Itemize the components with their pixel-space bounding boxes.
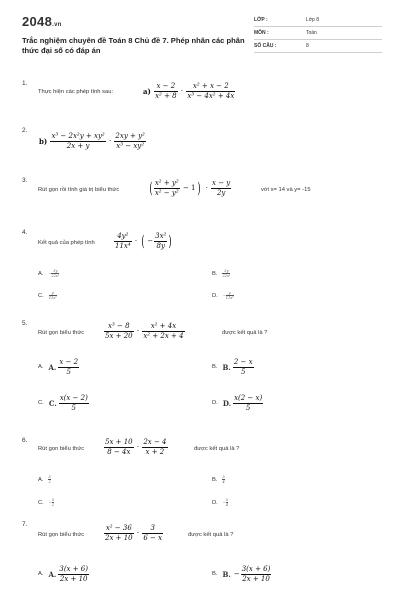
question-condition: với x= 14 và y= -15 bbox=[261, 187, 311, 193]
question-number: 5. bbox=[22, 320, 28, 327]
question-number: 7. bbox=[22, 521, 28, 528]
question-text: Rút gọn biểu thức bbox=[38, 330, 85, 336]
question-text: Rút gọn rồi tính giá trị biểu thức bbox=[38, 187, 120, 193]
meta-box bbox=[254, 14, 382, 53]
math-expression: a) $\frac{x - 2}{\text{x² + 8}}$ · $\frac{\text{x² + x − 2}}{\text{x³ − 4x² + 4x}}$ bbox=[143, 82, 235, 100]
meta-row-class: LỚP : Lớp 8 bbox=[254, 14, 382, 27]
math-expression: $\frac{\text{4y²}}{\text{11x⁴}}$ · ( − $\frac{\text{3x²}}{8y}$ ) bbox=[115, 232, 172, 250]
question-number: 1. bbox=[22, 80, 28, 87]
option-b[interactable]: B. $\frac{5}{4}$ bbox=[212, 475, 225, 484]
question-number: 6. bbox=[22, 437, 28, 444]
page-title: Trắc nghiệm chuyên đề Toán 8 Chủ đề 7. Phép nhân các phân thức đại số có đáp án bbox=[22, 36, 245, 55]
question-tail: được kết quả là ? bbox=[194, 446, 240, 452]
option-a[interactable]: A. − $\frac{3y}{\text{22x²}}$ bbox=[38, 269, 60, 278]
option-b[interactable]: B. B. $\frac{2 - x}{5}$ bbox=[212, 358, 253, 376]
option-a[interactable]: A. A. $\frac{3(x + 6)}{2x + 10}$ bbox=[38, 565, 88, 583]
option-d[interactable]: D. D. $\frac{x(2 - x)}{5}$ bbox=[212, 394, 263, 412]
math-expression: ( $\frac{\text{x² + y²}}{\text{x² − y²}}$ − 1 ) · $\frac{x - y}{2y}$ bbox=[149, 179, 231, 197]
meta-row-subject: MÔN : Toán bbox=[254, 27, 382, 40]
option-d[interactable]: D. − $\frac{y}{\text{11x²}}$ bbox=[212, 291, 234, 300]
question-tail: được kết quả là ? bbox=[222, 330, 268, 336]
math-expression: $\frac{\text{x³ − 8}}{5x + 20}$ · $\frac{\text{x² + 4x}}{\text{x² + 2x + 4}}$ bbox=[105, 322, 184, 340]
option-b[interactable]: B. $\frac{3y}{\text{22x²}}$ bbox=[212, 269, 231, 278]
question-number: 4. bbox=[22, 229, 28, 236]
option-a[interactable]: A. $\frac{5}{2}$ bbox=[38, 475, 51, 484]
site-logo[interactable]: 2048.vn bbox=[22, 14, 62, 29]
option-b[interactable]: B. B. − $\frac{3(x + 6)}{2x + 10}$ bbox=[212, 565, 271, 583]
question-number: 2. bbox=[22, 127, 28, 134]
math-expression: b) $\frac{\text{x³ − 2x²y + xy²}}{2x + y}$ · $\frac{\text{2xy + y²}}{\text{x³ − xy²}}$ bbox=[39, 132, 145, 150]
question-tail: được kết quả là ? bbox=[188, 532, 234, 538]
math-expression: $\frac{\text{x² − 36}}{2x + 10}$ · $\frac{3}{6 - x}$ bbox=[105, 524, 163, 542]
math-expression: $\frac{5x + 10}{8 - 4x}$ · $\frac{2x - 4}{x + 2}$ bbox=[105, 438, 167, 456]
question-number: 3. bbox=[22, 177, 28, 184]
option-c[interactable]: C. C. $\frac{x(x - 2)}{5}$ bbox=[38, 394, 88, 412]
question-text: Thực hiện các phép tính sau: bbox=[38, 89, 114, 95]
question-text: Rút gọn biểu thức bbox=[38, 446, 85, 452]
question-text: Rút gọn biểu thức bbox=[38, 532, 85, 538]
option-d[interactable]: D. − $\frac{5}{4}$ bbox=[212, 498, 228, 507]
meta-row-count: SỐ CÂU : 8 bbox=[254, 40, 382, 53]
option-c[interactable]: C. $\frac{y}{\text{11x²}}$ bbox=[38, 291, 57, 300]
option-c[interactable]: C. − $\frac{5}{2}$ bbox=[38, 498, 54, 507]
question-text: Kết quả của phép tính bbox=[38, 240, 95, 246]
option-a[interactable]: A. A. $\frac{x - 2}{5}$ bbox=[38, 358, 79, 376]
